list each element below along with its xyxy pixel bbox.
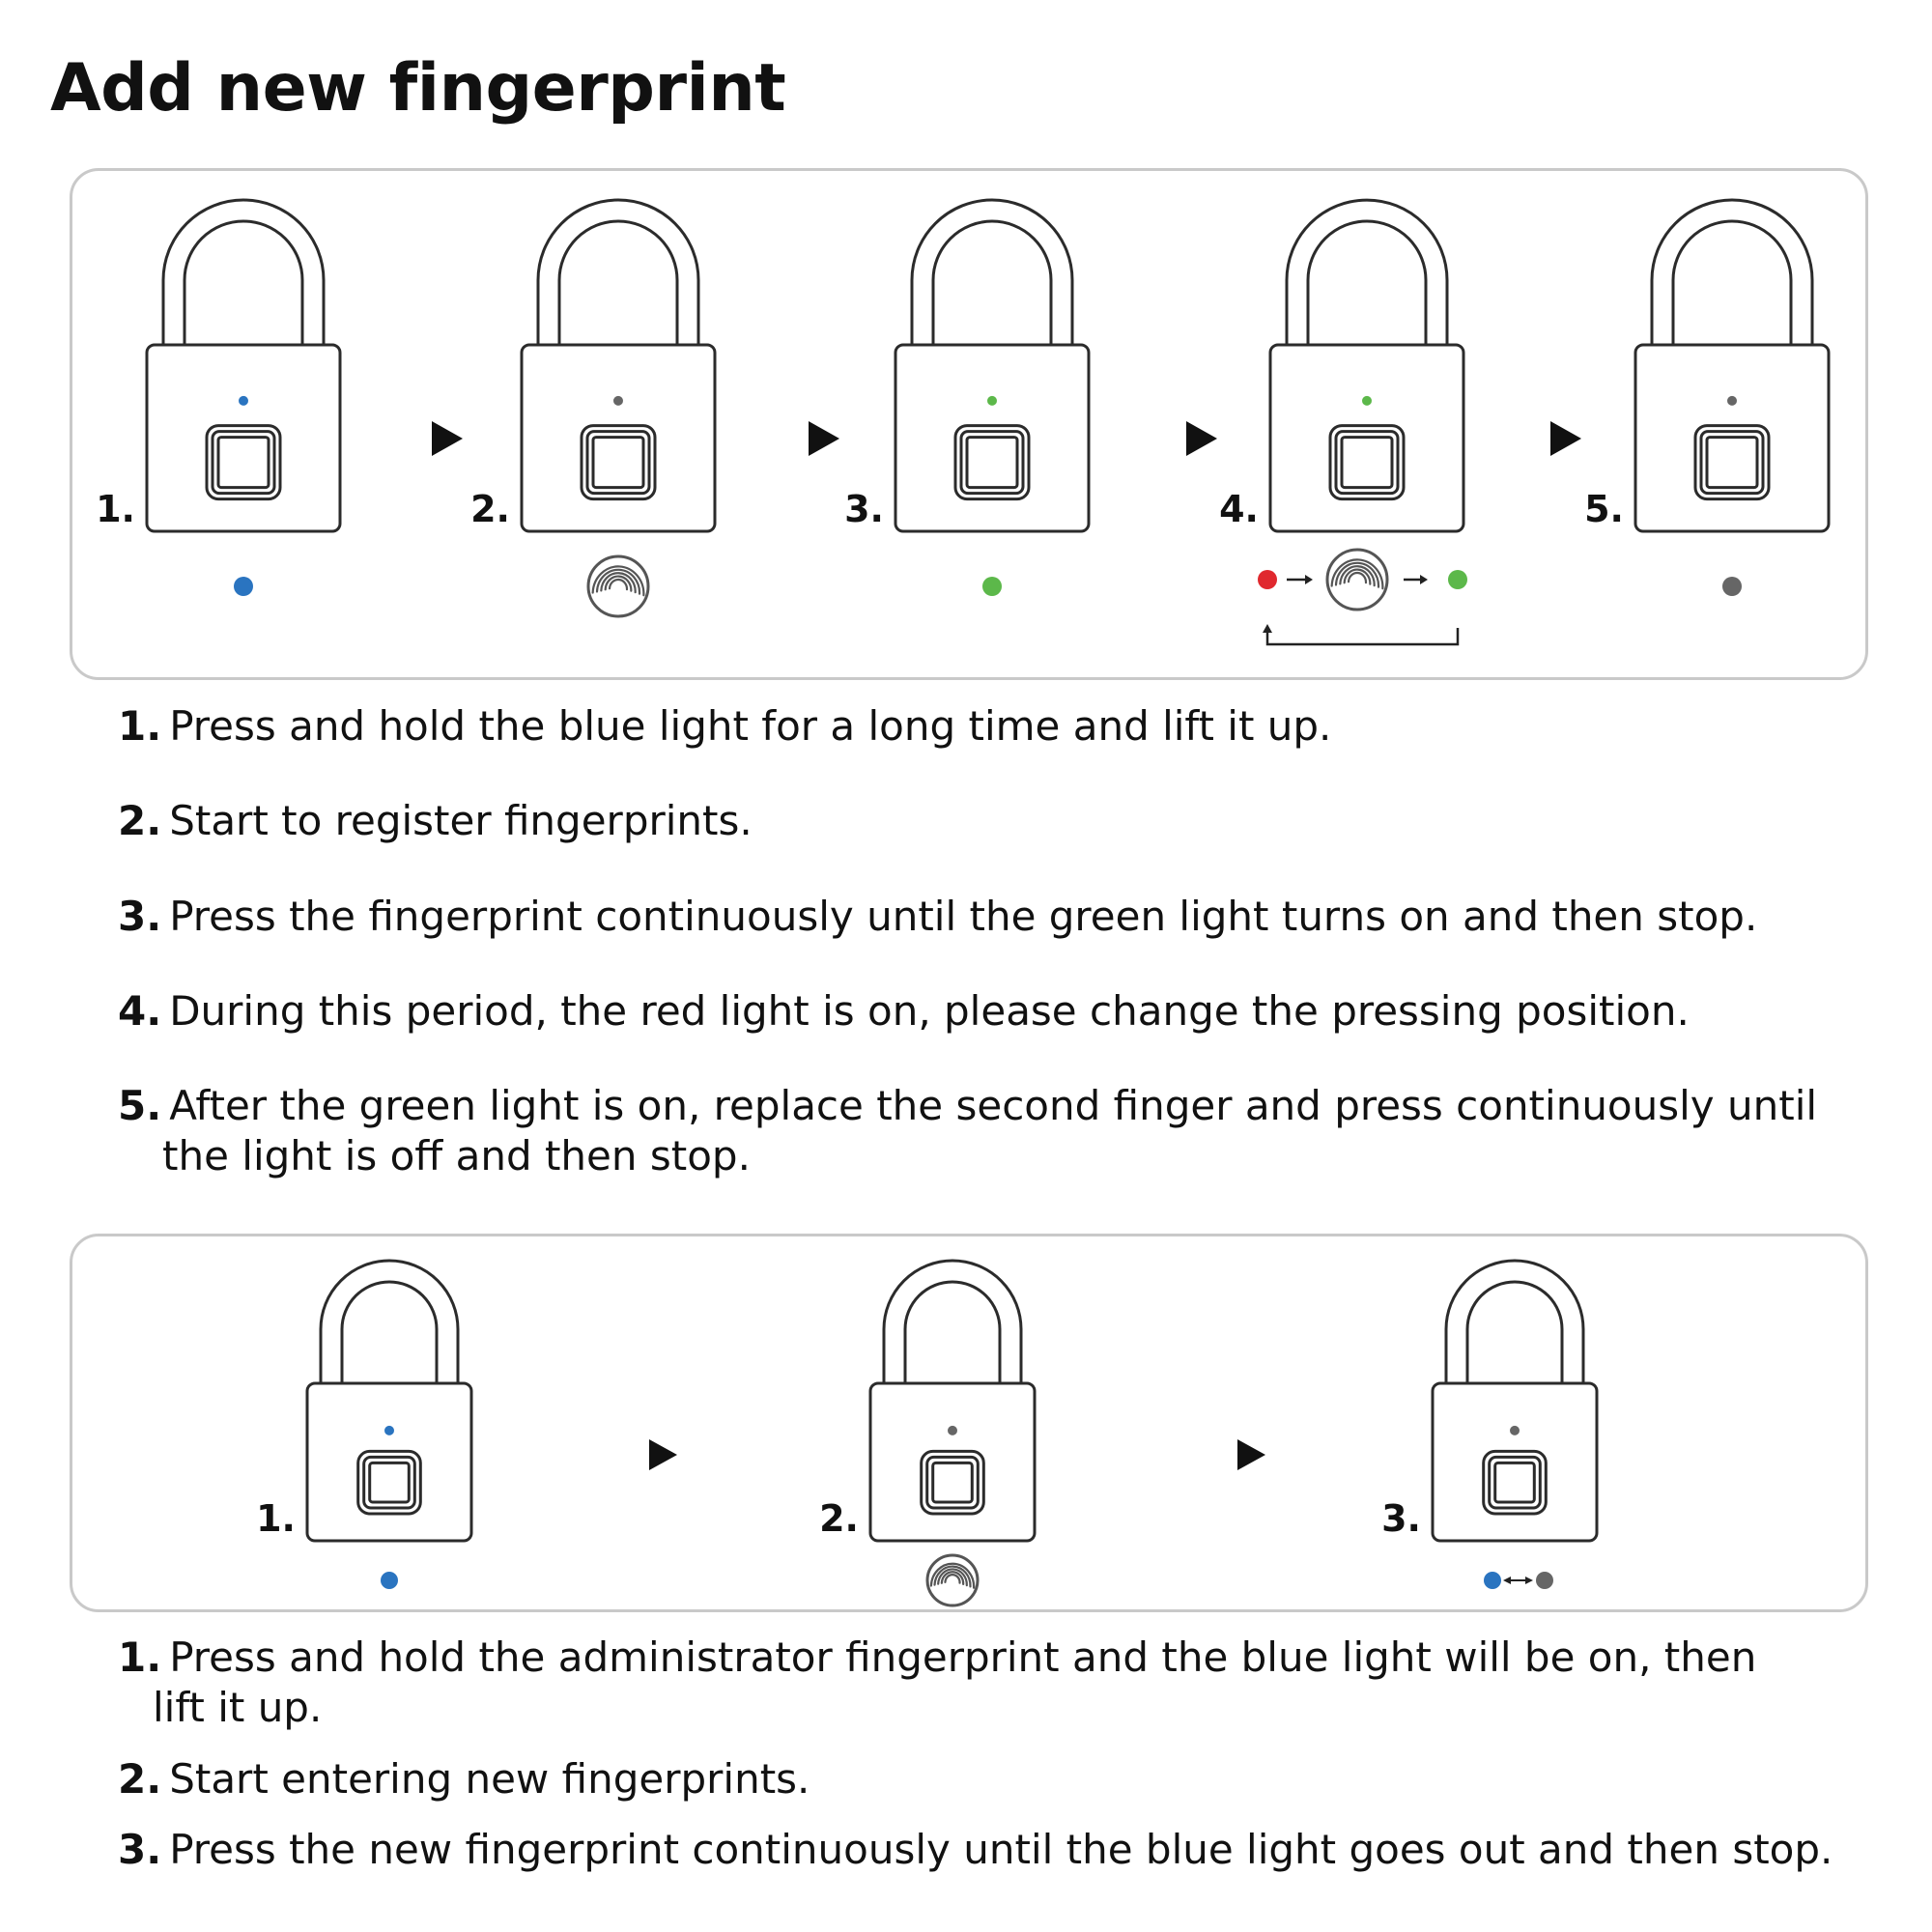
fingerprint-icon: [588, 556, 648, 616]
fingerprint-icon: [927, 1555, 978, 1605]
instruction-text: Press and hold the blue light for a long time and lift it up.: [169, 702, 1332, 750]
blue-light-indicator: [234, 577, 253, 596]
next-arrow-icon: [1550, 421, 1581, 456]
step-label: 5.: [1584, 488, 1624, 530]
next-arrow-icon: [649, 1439, 677, 1470]
instruction-item: [118, 892, 1886, 942]
step-label: 2.: [819, 1497, 859, 1540]
green-light-indicator: [982, 577, 1002, 596]
shackle: [912, 200, 1072, 345]
status-led: [613, 396, 623, 406]
status-led: [1727, 396, 1737, 406]
shackle: [163, 200, 324, 345]
status-led: [1362, 396, 1372, 406]
step-label: 1.: [256, 1497, 296, 1540]
small-arrow-icon: [1287, 575, 1313, 584]
padlock-icon: [819, 1261, 1035, 1541]
instruction-text: Press and hold the administrator fingerprint and the blue light will be on, then: [169, 1634, 1757, 1681]
instruction-item: [118, 796, 1886, 846]
padlock-icon: [96, 200, 340, 531]
next-arrow-icon: [1186, 421, 1217, 456]
step-label: 3.: [844, 488, 884, 530]
add-steps-diagram: [72, 1236, 1865, 1609]
padlock-icon: [1584, 200, 1829, 531]
instruction-item: [118, 1754, 1886, 1804]
diagram-panel-add: [70, 1234, 1868, 1612]
status-led: [1510, 1426, 1520, 1435]
step-label: 4.: [1219, 488, 1259, 530]
padlock-icon: [1381, 1261, 1597, 1541]
instruction-item: [118, 1633, 1886, 1733]
next-arrow-icon: [432, 421, 463, 456]
green-light-indicator: [1448, 570, 1467, 589]
fingerprint-icon: [1327, 550, 1387, 610]
step-number: 5.: [118, 1082, 162, 1129]
instruction-item: [118, 1825, 1886, 1875]
step-label: 2.: [470, 488, 510, 530]
status-led: [384, 1426, 394, 1435]
next-arrow-icon: [809, 421, 839, 456]
step-number: 3.: [118, 893, 162, 940]
step-number: 4.: [118, 987, 162, 1035]
step-label: 3.: [1381, 1497, 1421, 1540]
blue-light-indicator: [381, 1572, 398, 1589]
shackle: [1652, 200, 1812, 345]
instruction-text-continued: the light is off and then stop.: [162, 1132, 751, 1179]
diagram-panel-setup: [70, 168, 1868, 680]
shackle: [884, 1261, 1021, 1383]
instruction-text-continued: lift it up.: [153, 1684, 323, 1731]
blue-light-indicator: [1484, 1572, 1501, 1589]
step-number: 1.: [118, 702, 162, 750]
status-led: [239, 396, 248, 406]
page-title: Add new fingerprint: [50, 50, 786, 127]
status-led: [987, 396, 997, 406]
step-number: 2.: [118, 797, 162, 844]
padlock-icon: [844, 200, 1089, 531]
grey-light-indicator: [1722, 577, 1742, 596]
padlock-icon: [256, 1261, 471, 1541]
instruction-text: Press the new fingerprint continuously until the blue light goes out and then stop.: [169, 1826, 1833, 1873]
step-number: 2.: [118, 1755, 162, 1803]
small-arrow-icon: [1404, 575, 1428, 584]
step-number: 1.: [118, 1634, 162, 1681]
grey-light-indicator: [1536, 1572, 1553, 1589]
toggle-arrow-icon: [1503, 1577, 1533, 1584]
red-light-indicator: [1258, 570, 1277, 589]
shackle: [538, 200, 698, 345]
instruction-text: Start to register fingerprints.: [169, 797, 753, 844]
instruction-item: [118, 1081, 1886, 1181]
instruction-item: [118, 986, 1886, 1037]
instruction-text: Start entering new fingerprints.: [169, 1755, 810, 1803]
padlock-icon: [470, 200, 715, 531]
instruction-text: During this period, the red light is on, please change the pressing position.: [169, 987, 1690, 1035]
status-led: [948, 1426, 957, 1435]
instruction-item: [118, 701, 1886, 752]
instruction-text: Press the fingerprint continuously until the green light turns on and then stop.: [169, 893, 1758, 940]
next-arrow-icon: [1237, 1439, 1265, 1470]
step-number: 3.: [118, 1826, 162, 1873]
padlock-icon: [1219, 200, 1463, 531]
setup-steps-diagram: [72, 171, 1865, 677]
shackle: [1446, 1261, 1583, 1383]
repeat-loop-arrow: [1263, 624, 1458, 644]
shackle: [1287, 200, 1447, 345]
shackle: [321, 1261, 458, 1383]
instruction-text: After the green light is on, replace the second finger and press continuously until: [169, 1082, 1818, 1129]
step-label: 1.: [96, 488, 135, 530]
